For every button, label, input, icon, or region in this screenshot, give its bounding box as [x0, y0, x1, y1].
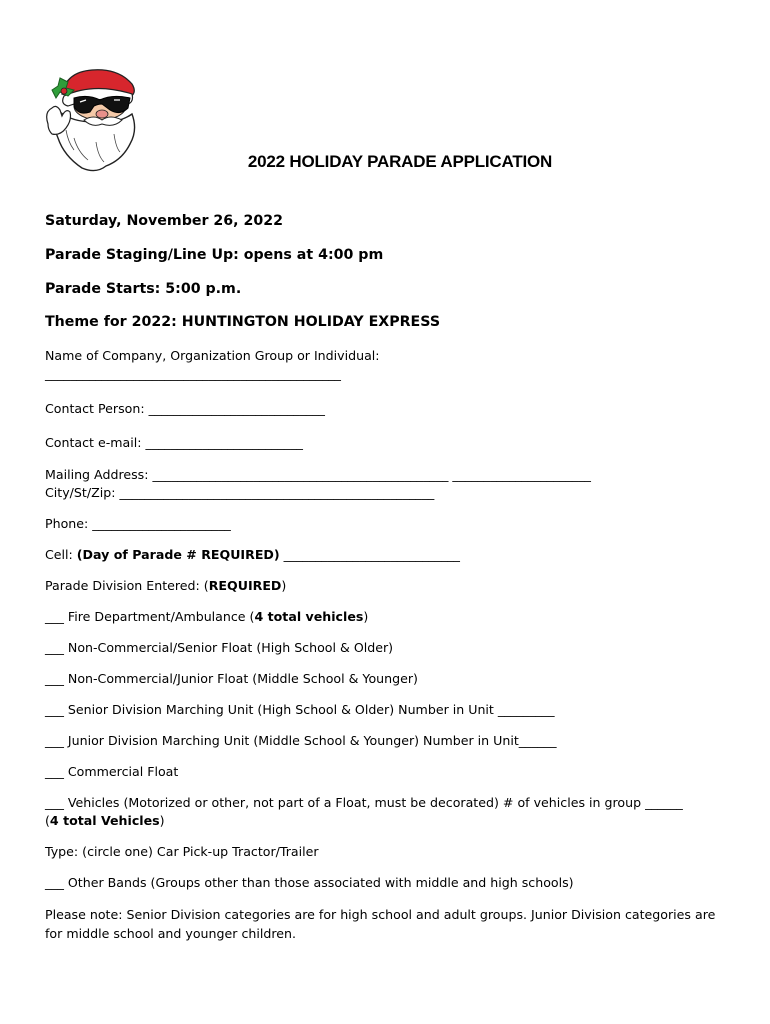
option-senior-float[interactable]: ___ Non-Commercial/Senior Float (High School & Older) [45, 640, 394, 655]
city-state-zip-field[interactable]: City/St/Zip: __________________________________________________ [45, 485, 435, 500]
required-text: REQUIRED [208, 578, 282, 593]
cell-field[interactable] [45, 547, 460, 562]
option-fire-department[interactable]: ___ Fire Department/Ambulance (4 total vehicles) [45, 609, 369, 624]
page-title: 2022 HOLIDAY PARADE APPLICATION [247, 152, 553, 171]
contact-person-field[interactable]: Contact Person: ____________________________ [45, 401, 325, 416]
event-start: Parade Starts: 5:00 p.m. [45, 281, 242, 297]
option-senior-marching[interactable]: ___ Senior Division Marching Unit (High School & Older) Number in Unit _________ [45, 702, 555, 717]
vehicle-type[interactable]: Type: (circle one) Car Pick-up Tractor/Trailer [45, 844, 319, 859]
name-field[interactable]: _______________________________________________ [45, 366, 341, 381]
vehicles-limit-note: (4 total Vehicles) [45, 813, 165, 828]
cell-label: Cell: [45, 547, 77, 562]
option-commercial-float[interactable]: ___ Commercial Float [45, 764, 179, 779]
phone-field[interactable]: Phone: ______________________ [45, 516, 231, 531]
event-date: Saturday, November 26, 2022 [45, 213, 283, 229]
cell-required-note: (Day of Parade # REQUIRED) [76, 547, 280, 562]
option-other-bands[interactable]: ___ Other Bands (Groups other than those associated with middle and high schools) [45, 875, 574, 890]
option-junior-marching[interactable]: ___ Junior Division Marching Unit (Middle School & Younger) Number in Unit______ [45, 733, 557, 748]
option-junior-float[interactable]: ___ Non-Commercial/Junior Float (Middle School & Younger) [45, 671, 418, 686]
division-heading: Parade Division Entered: (REQUIRED) [45, 578, 287, 593]
cell-blank: ____________________________ [279, 547, 460, 562]
note-paragraph: Please note: Senior Division categories are for high school and adult groups. Junior Division categories are for middle school and younger children. [45, 907, 716, 941]
mailing-address-field[interactable]: Mailing Address: _______________________________________________ ______________________ [45, 467, 591, 482]
contact-email-field[interactable]: Contact e-mail: _________________________ [45, 435, 303, 450]
option-vehicles[interactable]: ___ Vehicles (Motorized or other, not part of a Float, must be decorated) # of vehicles in group ______ [45, 795, 683, 810]
event-staging: Parade Staging/Line Up: opens at 4:00 pm [45, 247, 384, 263]
event-theme: Theme for 2022: HUNTINGTON HOLIDAY EXPRESS [45, 314, 441, 330]
name-label: Name of Company, Organization Group or Individual: [45, 348, 380, 363]
